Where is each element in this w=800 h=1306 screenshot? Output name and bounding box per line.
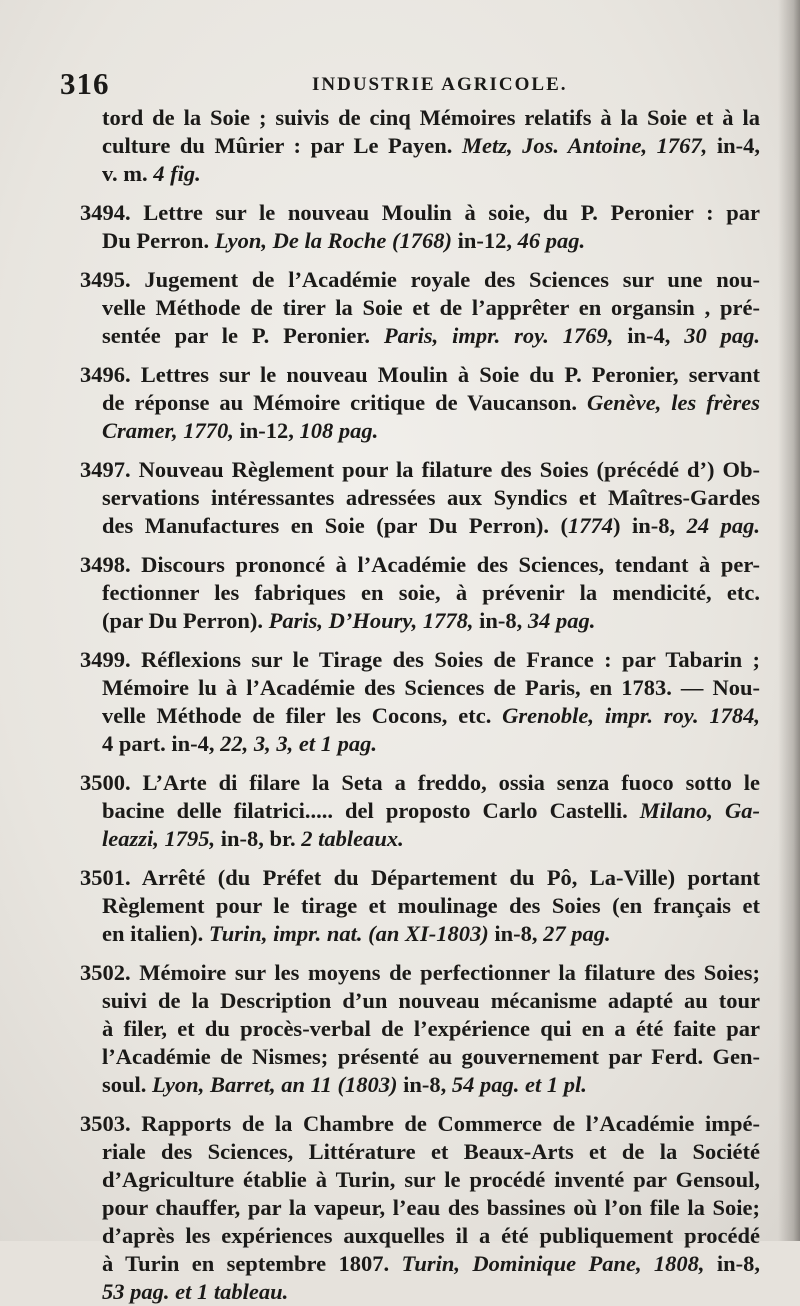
entry-line: 53 pag. et 1 tableau.: [102, 1279, 289, 1304]
running-title: INDUSTRIE AGRICOLE.: [312, 74, 568, 95]
entry-line: v. m. 4 fig.: [102, 161, 201, 186]
entry-line: Du Perron. Lyon, De la Roche (1768) in-12, 46 pag.: [102, 228, 586, 253]
entry-line: 3499. Réflexions sur le Tirage des Soies de France : par Tabarin ;: [80, 647, 760, 672]
entry-line: velle Méthode de filer les Cocons, etc. Grenoble, impr. roy. 1784,: [102, 703, 761, 728]
entry-line: Règlement pour le tirage et moulinage des Soies (en français et: [102, 893, 760, 918]
entry-3498: [80, 551, 760, 635]
entry-line: 3501. Arrêté (du Préfet du Département du Pô, La-Ville) portant: [80, 865, 760, 890]
entry-line: d’Agriculture établie à Turin, sur le procédé inventé par Gensoul,: [102, 1167, 760, 1192]
entry-3501: [80, 864, 760, 948]
entry-3499: [80, 646, 760, 758]
entry-line: de réponse au Mémoire critique de Vaucanson. Genève, les frères: [102, 390, 760, 415]
entry-line: à filer, et du procès-verbal de l’expérience qui en a été faite par: [102, 1016, 760, 1041]
entry-line: soul. Lyon, Barret, an 11 (1803) in-8, 54 pag. et 1 pl.: [102, 1072, 587, 1097]
entry-line: Cramer, 1770, in-12, 108 pag.: [102, 418, 379, 443]
entry-line: à Turin en septembre 1807. Turin, Dominique Pane, 1808, in-8,: [102, 1251, 761, 1276]
entry-line: pour chauffer, par la vapeur, l’eau des bassines où l’on file la Soie;: [102, 1195, 760, 1220]
entry-3502: [80, 959, 760, 1099]
page-spine-shadow: [778, 0, 800, 1241]
entry-line: fectionner les fabriques en soie, à prévenir la mendicité, etc.: [102, 580, 760, 605]
entry-line: tord de la Soie ; suivis de cinq Mémoires relatifs à la Soie et à la: [102, 105, 760, 130]
entry-line: l’Académie de Nismes; présenté au gouvernement par Ferd. Gen-: [102, 1044, 760, 1069]
running-head: [0, 66, 800, 106]
entry-3503: [80, 1110, 760, 1306]
entry-line: suivi de la Description d’un nouveau mécanisme adapté au tour: [102, 988, 760, 1013]
entry-line: sentée par le P. Peronier. Paris, impr. roy. 1769, in-4, 30 pag.: [102, 323, 760, 348]
entry-line: 3496. Lettres sur le nouveau Moulin à Soie du P. Peronier, servant: [80, 362, 760, 387]
entry-line: 3502. Mémoire sur les moyens de perfectionner la filature des Soies;: [80, 960, 760, 985]
entry-3497: [80, 456, 760, 540]
entry-3494: [80, 199, 760, 255]
entry-line: 3503. Rapports de la Chambre de Commerce de l’Académie impé-: [80, 1111, 760, 1136]
entry-line: velle Méthode de tirer la Soie et de l’apprêter en organsin , pré-: [102, 295, 760, 320]
entry-line: d’après les expériences auxquelles il a été publiquement procédé: [102, 1223, 760, 1248]
entry-line: 3498. Discours prononcé à l’Académie des Sciences, tendant à per-: [80, 552, 760, 577]
entry-3500: [80, 769, 760, 853]
entry-line: Mémoire lu à l’Académie des Sciences de Paris, en 1783. — Nou-: [102, 675, 760, 700]
entry-line: culture du Mûrier : par Le Payen. Metz, Jos. Antoine, 1767, in-4,: [102, 133, 760, 158]
entry-line: 3495. Jugement de l’Académie royale des Sciences sur une nou-: [80, 267, 760, 292]
entry-line: leazzi, 1795, in-8, br. 2 tableaux.: [102, 826, 404, 851]
entry-3495: [80, 266, 760, 350]
entry-line: 4 part. in-4, 22, 3, 3, et 1 pag.: [102, 731, 377, 756]
entry-line: riale des Sciences, Littérature et Beaux-Arts et de la Société: [102, 1139, 760, 1164]
entry-line: servations intéressantes adressées aux Syndics et Maîtres-Gardes: [102, 485, 760, 510]
bibliography-entries: [80, 104, 760, 1306]
entry-line: bacine delle filatrici..... del proposto Carlo Castelli. Milano, Ga-: [102, 798, 760, 823]
entry-line: 3497. Nouveau Règlement pour la filature des Soies (précédé d’) Ob-: [80, 457, 760, 482]
entry-3496: [80, 361, 760, 445]
entry-continuation: [80, 104, 760, 188]
entry-line: en italien). Turin, impr. nat. (an XI-1803) in-8, 27 pag.: [102, 921, 611, 946]
entry-line: 3500. L’Arte di filare la Seta a freddo, ossia senza fuoco sotto le: [80, 770, 760, 795]
entry-line: des Manufactures en Soie (par Du Perron). (1774) in-8, 24 pag.: [102, 513, 761, 538]
page-number: 316: [60, 66, 110, 101]
entry-line: (par Du Perron). Paris, D’Houry, 1778, in-8, 34 pag.: [102, 608, 596, 633]
entry-line: 3494. Lettre sur le nouveau Moulin à soie, du P. Peronier : par: [80, 200, 760, 225]
